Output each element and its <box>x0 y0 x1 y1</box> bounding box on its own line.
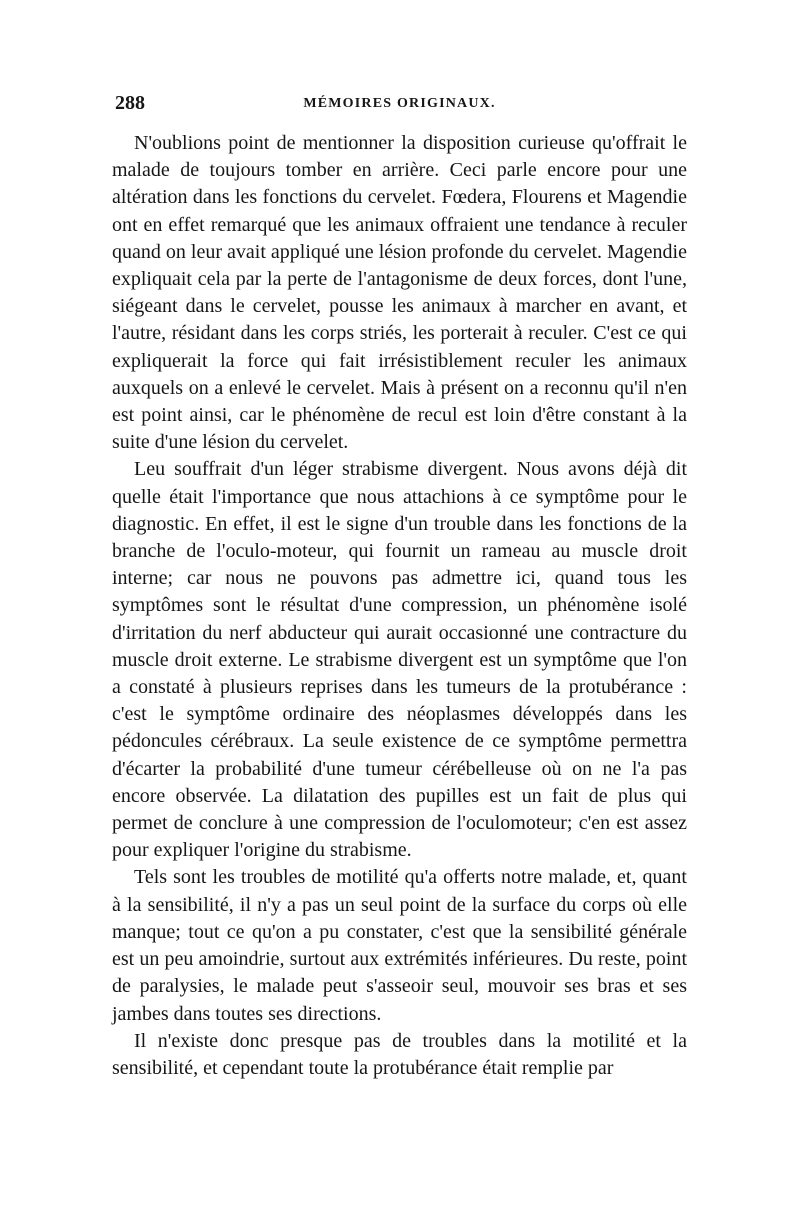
running-title: MÉMOIRES ORIGINAUX. <box>303 96 496 111</box>
paragraph-protuberance: Il n'existe donc presque pas de troubles dans la motilité et la sensibilité, et cependant toute la protubérance était remplie par <box>112 1029 687 1079</box>
text-body <box>112 130 687 1082</box>
paragraph-strabismus: Leu souffrait d'un léger strabisme divergent. Nous avons déjà dit quelle était l'importance que nous attachions à ce symptôme pour le diagnostic. En effet, il est le signe d'un trouble dans les fonctions de la branche de l'oculo-moteur, qui fournit un rameau au muscle droit interne; car nous ne pouvons pas admettre ici, quand tous les symptômes sont le résultat d'une compression, un phénomène isolé d'irritation du nerf abducteur qui aurait occasionné une contracture du muscle droit externe. Le strabisme divergent est un symptôme que l'on a constaté à plusieurs reprises dans les tumeurs de la protubérance : c'est le symptôme ordinaire des néoplasmes développés dans les pédoncules cérébraux. La seule existence de ce symptôme permettra d'écarter la probabilité d'une tumeur cérébelleuse où on ne l'a pas encore observée. La dilatation des pupilles est un fait de plus qui permet de conclure à une compression de l'oculomoteur; c'en est assez pour expliquer l'origine du strabisme. <box>112 458 687 862</box>
paragraph-cerebellum: N'oublions point de mentionner la disposition curieuse qu'offrait le malade de toujours tomber en arrière. Ceci parle encore pour une altération dans les fonctions du cervelet. Fœdera, Flourens et Magendie ont en effet remarqué que les animaux offraient une tendance à reculer quand on leur avait appliqué une lésion profonde du cervelet. Magendie expliquait cela par la perte de l'antagonisme de deux forces, dont l'une, siégeant dans le cervelet, pousse les animaux à marcher en avant, et l'autre, résidant dans les corps striés, les porterait à reculer. C'est ce qui expliquerait la force qui fait irrésistiblement reculer les animaux auxquels on a enlevé le cervelet. Mais à présent on a reconnu qu'il n'en est point ainsi, car le phénomène de recul est loin d'être constant à la suite d'une lésion du cervelet. <box>112 132 687 454</box>
book-page <box>112 92 687 1192</box>
page-number: 288 <box>115 92 145 114</box>
paragraph-motility: Tels sont les troubles de motilité qu'a offerts notre malade, et, quant à la sensibilité, il n'y a pas un seul point de la surface du corps où elle manque; tout ce qu'on a pu constater, c'est que la sensibilité générale est un peu amoindrie, surtout aux extrémités inférieures. Du reste, point de paralysies, le malade peut s'asseoir seul, mouvoir ses bras et ses jambes dans toutes ses directions. <box>112 866 687 1025</box>
running-head <box>112 92 687 130</box>
